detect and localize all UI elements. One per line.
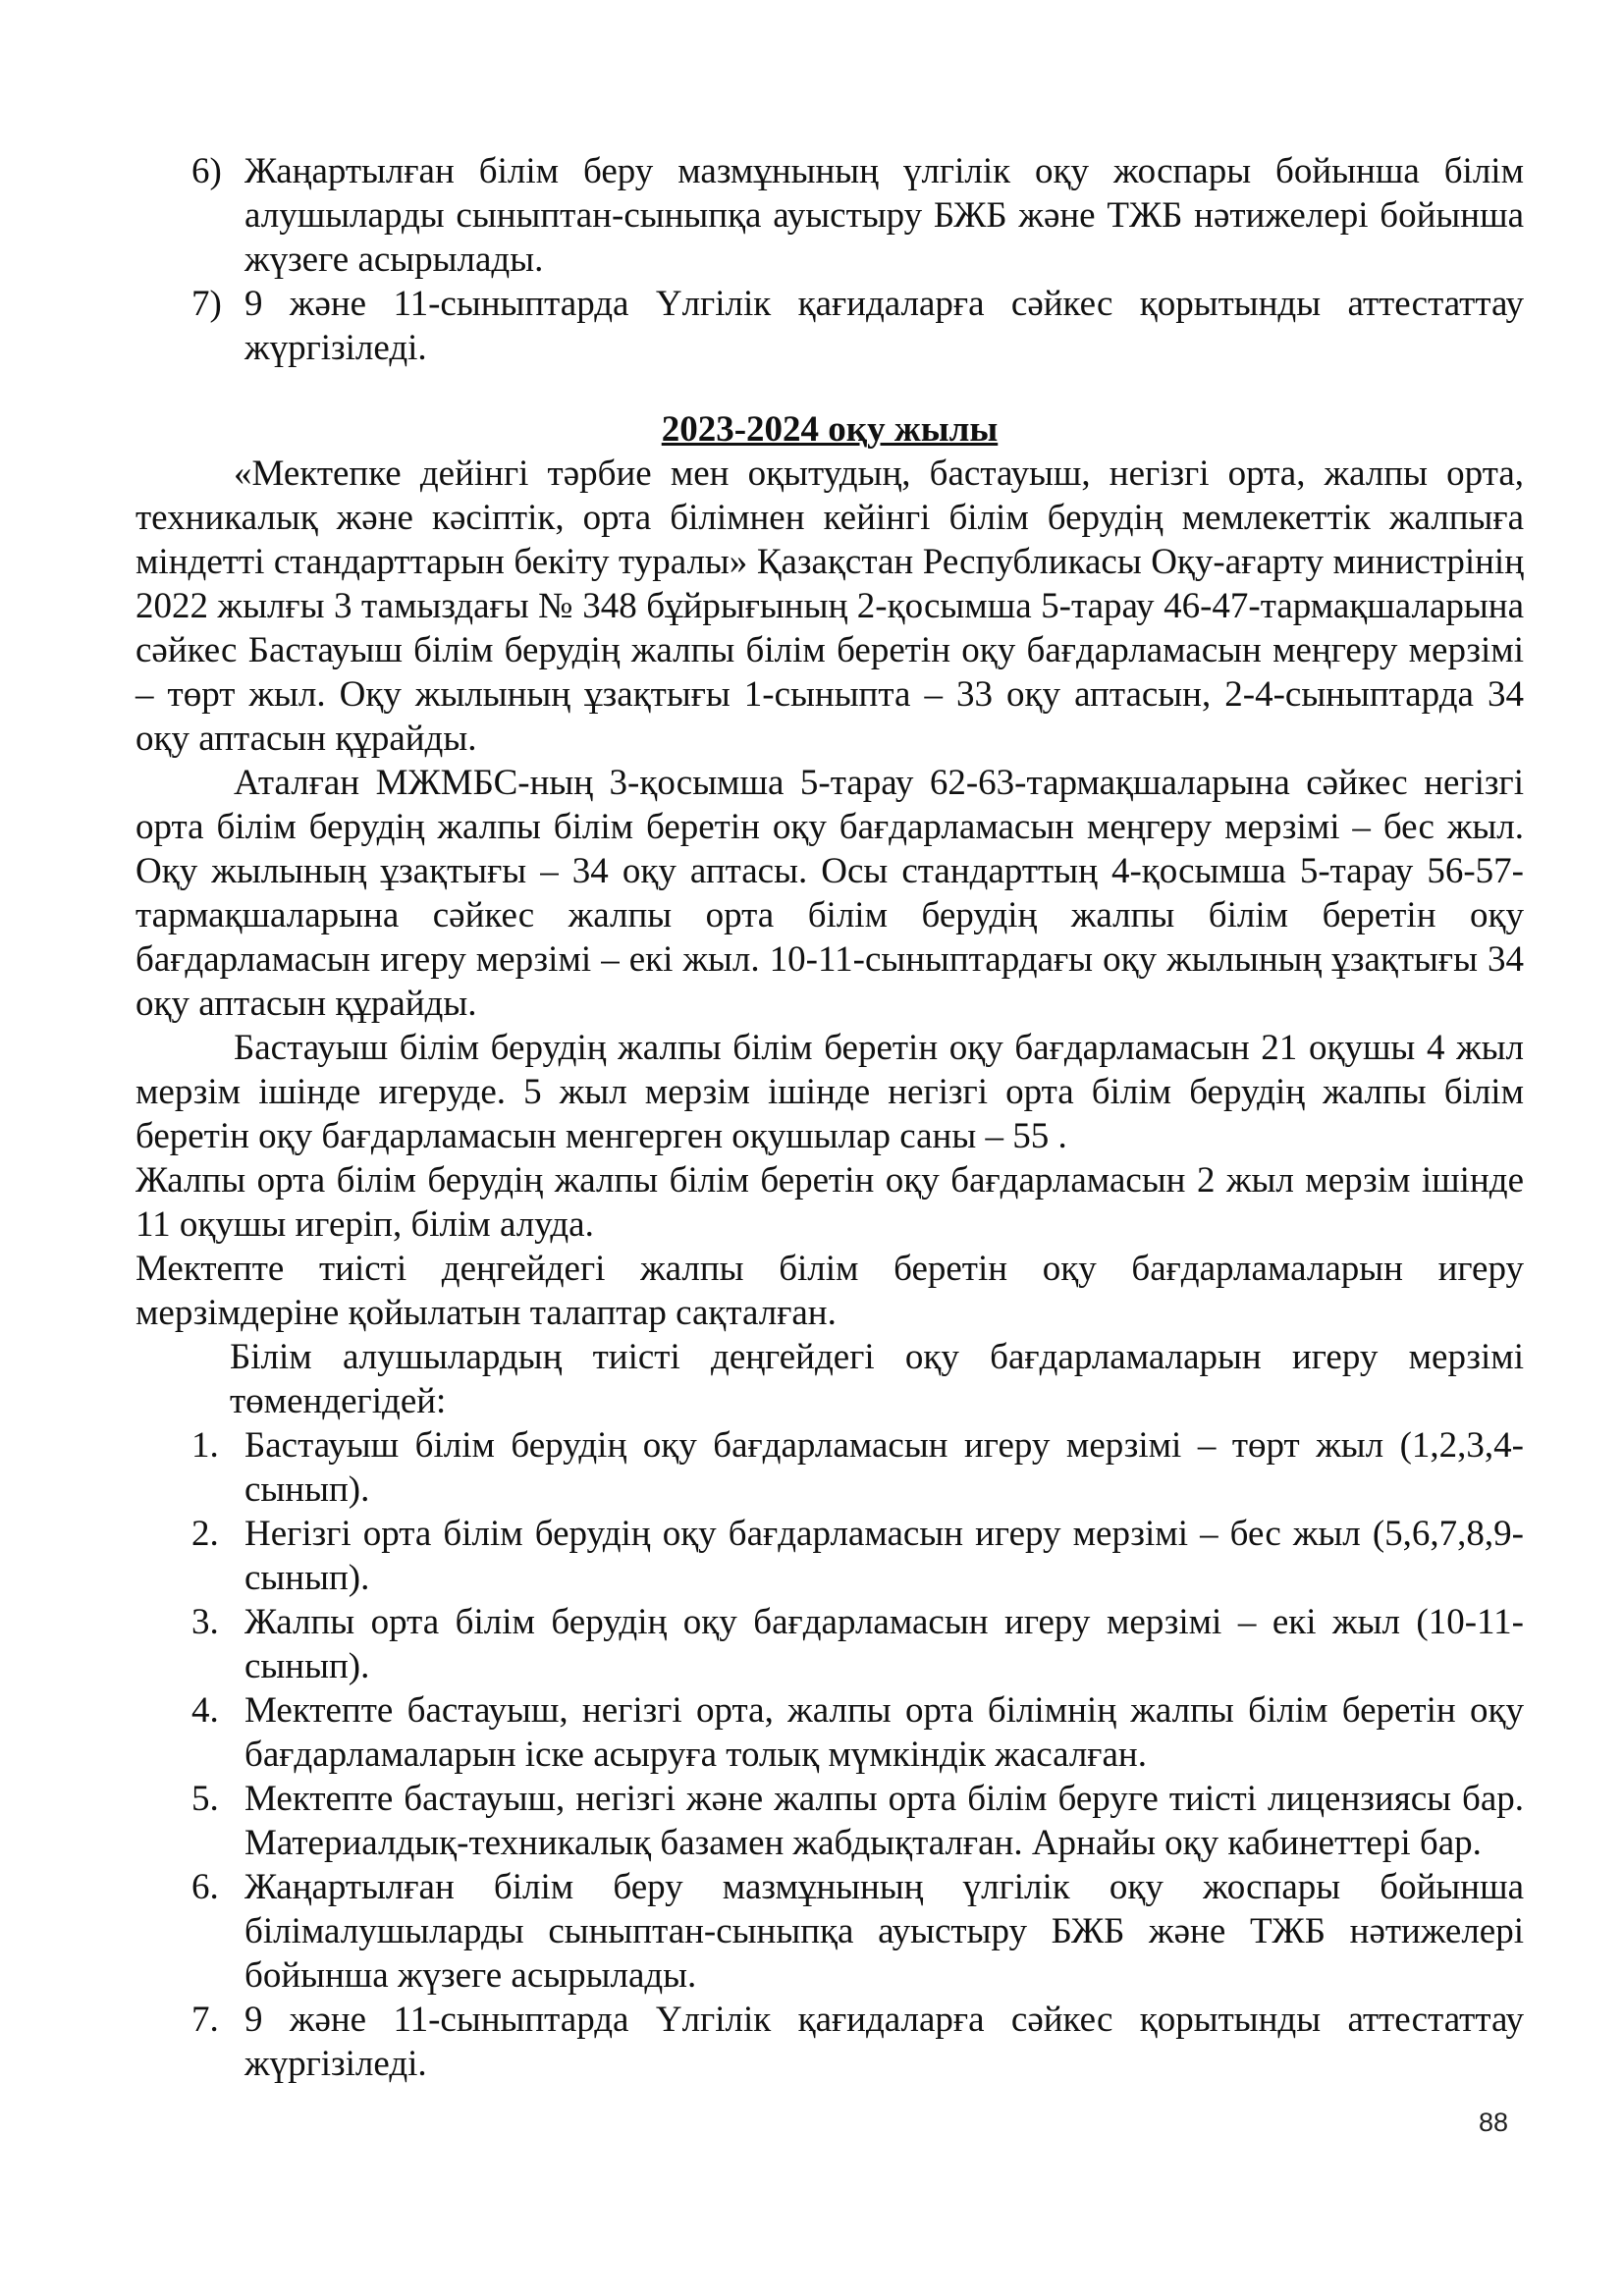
list-item bbox=[135, 1777, 1524, 1865]
list-item-text: Мектепте бастауыш, негізгі және жалпы орта білім беруге тиісті лицензиясы бар. Материалдық-техникалық базамен жабдықталған. Арнайы оқу кабинеттері бар. bbox=[244, 1779, 1524, 1863]
paragraph: Бастауыш білім берудің жалпы білім беретін оқу бағдарламасын 21 оқушы 4 жыл мерзім ішінде игеруде. 5 жыл мерзім ішінде негізгі орта білім берудің жалпы білім беретін оқу бағдарламасын менгерген оқушылар саны – 55 . bbox=[135, 1028, 1524, 1156]
list-item bbox=[135, 1423, 1524, 1512]
paragraph: Білім алушылардың тиісті деңгейдегі оқу бағдарламаларын игеру мерзімі төмендегідей: bbox=[230, 1337, 1524, 1421]
list-item-text: Жаңартылған білім беру мазмұнының үлгілік оқу жоспары бойынша білімалушыларды сыныптан-сыныпқа ауыстыру БЖБ және ТЖБ нәтижелері бойынша жүзеге асырылады. bbox=[244, 1867, 1524, 1996]
list-item-text: Бастауыш білім берудің оқу бағдарламасын игеру мерзімі – төрт жыл (1,2,3,4-сынып). bbox=[244, 1425, 1524, 1510]
list-item bbox=[135, 1865, 1524, 1998]
paragraph: Мектепте тиісті деңгейдегі жалпы білім беретін оқу бағдарламаларын игеру мерзімдеріне қойылатын талаптар сақталған. bbox=[135, 1249, 1524, 1333]
list-item-text: 9 және 11-сыныптарда Үлгілік қағидаларға сәйкес қорытынды аттестаттау жүргізіледі. bbox=[244, 284, 1524, 368]
document-page bbox=[135, 149, 1524, 2086]
section-heading: 2023-2024 оқу жылы bbox=[661, 409, 999, 450]
list-item-number: 5. bbox=[191, 1779, 219, 1819]
list-item bbox=[135, 282, 1524, 370]
bottom-numbered-list bbox=[135, 1423, 1524, 2086]
page-number: 88 bbox=[1478, 2108, 1508, 2137]
top-numbered-list bbox=[135, 149, 1524, 370]
paragraph: «Мектепке дейінгі тәрбие мен оқытудың, бастауыш, негізгі орта, жалпы орта, техникалық және кәсіптік, орта білімнен кейінгі білім берудің мемлекеттік жалпыға міндетті стандарттарын бекіту туралы» Қазақстан Республикасы Оқу-ағарту министрінің 2022 жылғы 3 тамыздағы № 348 бұйрығының 2-қосымша 5-тарау 46-47-тармақшаларына сәйкес Бастауыш білім берудің жалпы білім беретін оқу бағдарламасын меңгеру мерзімі – төрт жыл. Оқу жылының ұзақтығы 1-сыныпта – 33 оқу аптасын, 2-4-сыныптарда 34 оқу аптасын құрайды. bbox=[135, 454, 1524, 759]
list-item-number: 4. bbox=[191, 1690, 219, 1731]
list-item-number: 7) bbox=[191, 284, 222, 324]
paragraph: Жалпы орта білім берудің жалпы білім беретін оқу бағдарламасын 2 жыл мерзім ішінде 11 оқушы игеріп, білім алуда. bbox=[135, 1160, 1524, 1245]
list-item-number: 3. bbox=[191, 1602, 219, 1642]
paragraph: Аталған МЖМБС-ның 3-қосымша 5-тарау 62-63-тармақшаларына сәйкес негізгі орта білім берудің жалпы білім беретін оқу бағдарламасын меңгеру мерзімі – бес жыл. Оқу жылының ұзақтығы – 34 оқу аптасы. Осы стандарттың 4-қосымша 5-тарау 56-57-тармақшаларына сәйкес жалпы орта білім берудің жалпы білім беретін оқу бағдарламасын игеру мерзімі – екі жыл. 10-11-сыныптардағы оқу жылының ұзақтығы 34 оқу аптасын құрайды. bbox=[135, 763, 1524, 1024]
list-item-text: Мектепте бастауыш, негізгі орта, жалпы орта білімнің жалпы білім беретін оқу бағдарламаларын іске асыруға толық мүмкіндік жасалған. bbox=[244, 1690, 1524, 1775]
list-item bbox=[135, 1512, 1524, 1600]
list-item-text: Негізгі орта білім берудің оқу бағдарламасын игеру мерзімі – бес жыл (5,6,7,8,9-сынып). bbox=[244, 1514, 1524, 1598]
list-item bbox=[135, 149, 1524, 282]
list-item-number: 2. bbox=[191, 1514, 219, 1554]
list-item bbox=[135, 1998, 1524, 2086]
list-item-number: 6. bbox=[191, 1867, 219, 1907]
list-item-number: 7. bbox=[191, 2000, 219, 2040]
list-item-text: 9 және 11-сыныптарда Үлгілік қағидаларға сәйкес қорытынды аттестаттау жүргізіледі. bbox=[244, 2000, 1524, 2084]
list-item-number: 1. bbox=[191, 1425, 219, 1466]
list-item-text: Жалпы орта білім берудің оқу бағдарламасын игеру мерзімі – екі жыл (10-11-сынып). bbox=[244, 1602, 1524, 1686]
list-item-text: Жаңартылған білім беру мазмұнының үлгілік оқу жоспары бойынша білім алушыларды сыныптан-сыныпқа ауыстыру БЖБ және ТЖБ нәтижелері бойынша жүзеге асырылады. bbox=[244, 151, 1524, 280]
list-item bbox=[135, 1688, 1524, 1777]
list-item-number: 6) bbox=[191, 151, 222, 191]
list-item bbox=[135, 1600, 1524, 1688]
